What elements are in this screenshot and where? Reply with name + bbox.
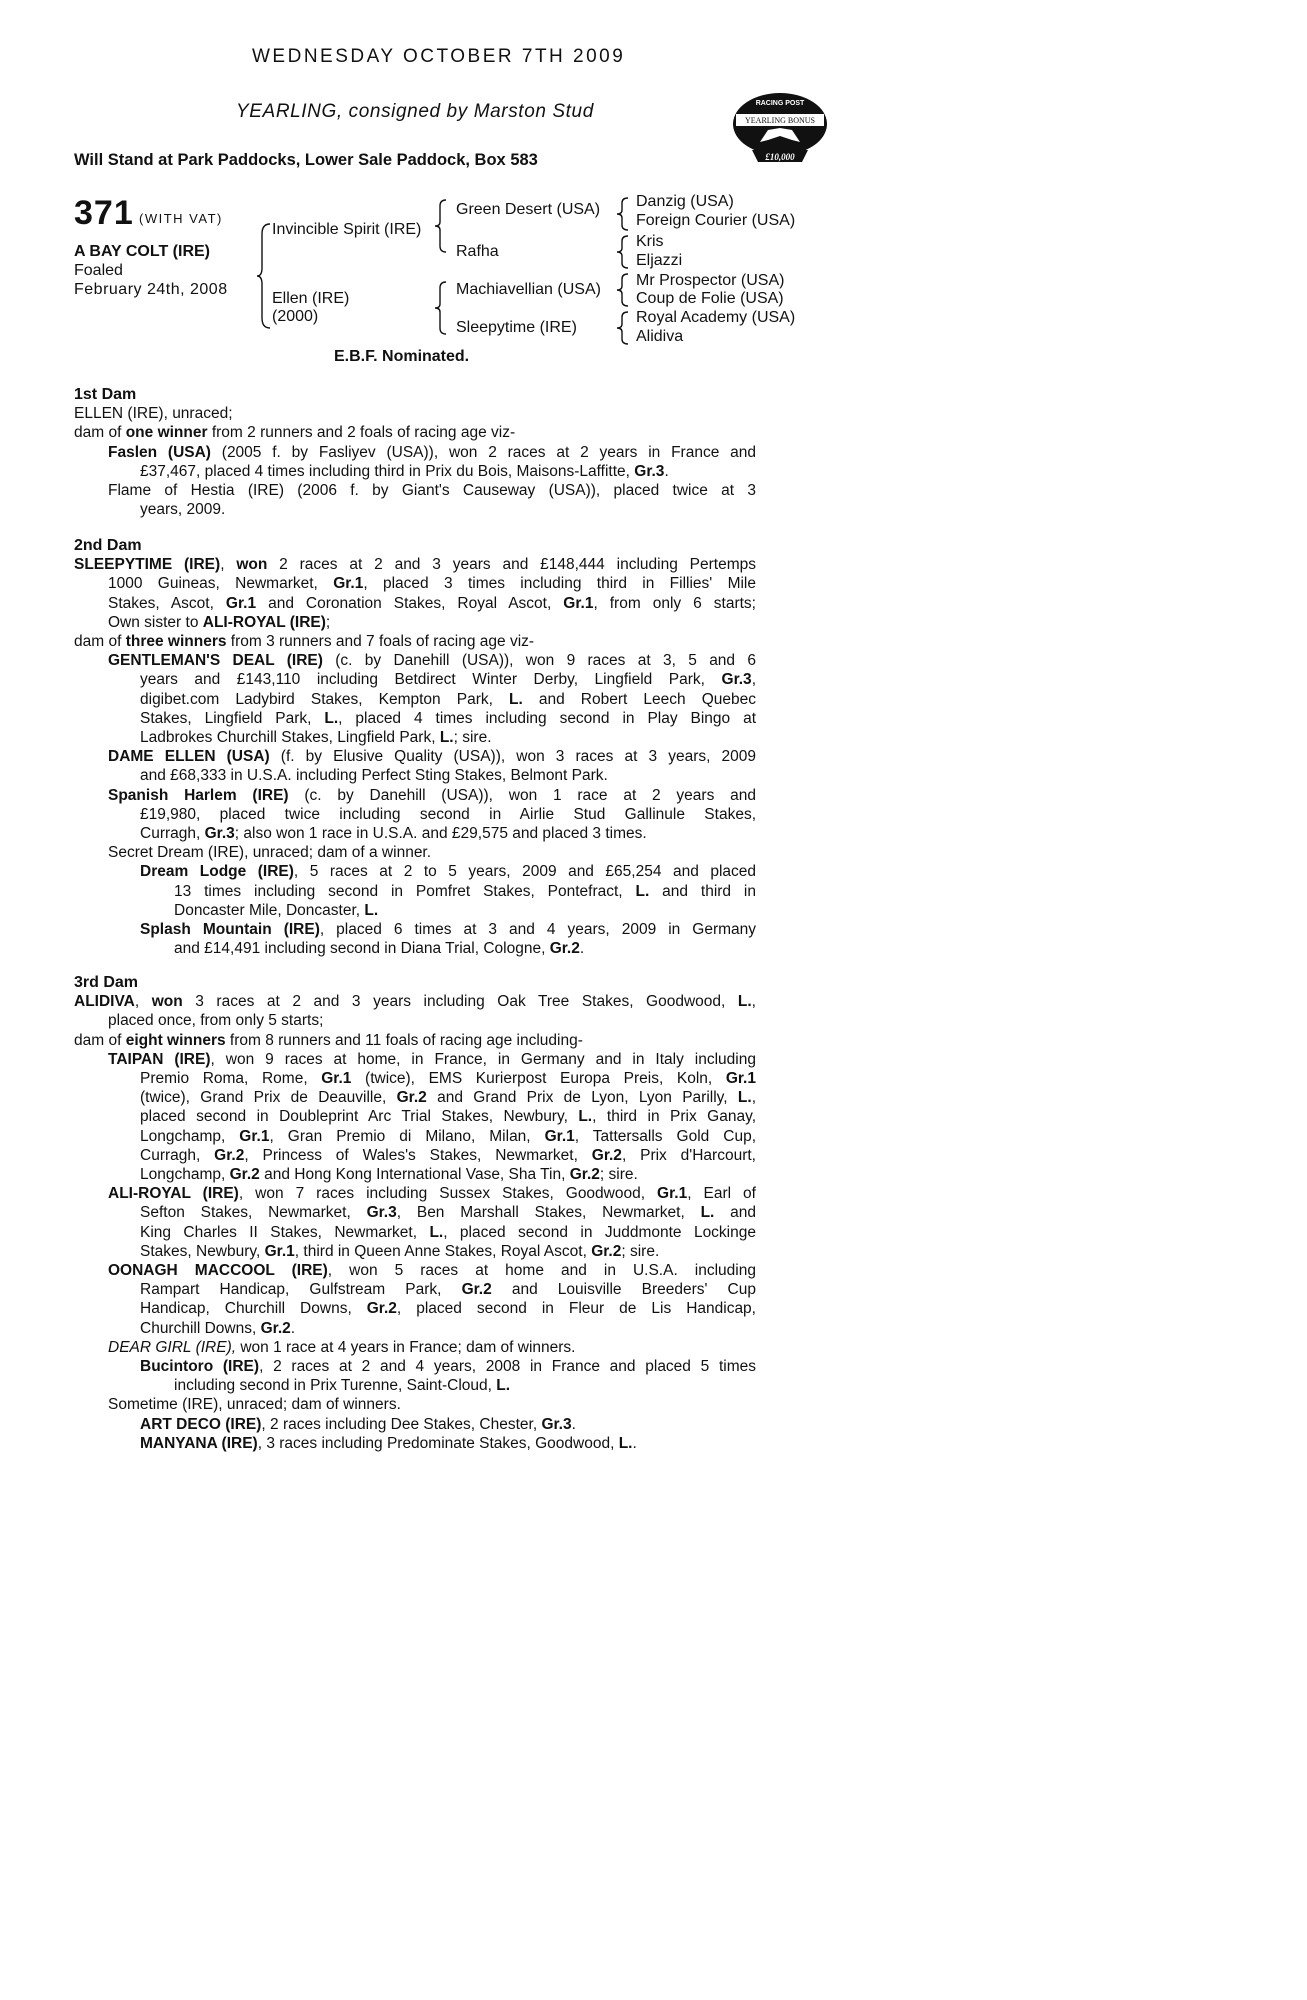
pedigree-sire-brace bbox=[434, 198, 448, 254]
pedigree-sss: Danzig (USA) bbox=[636, 193, 734, 210]
dam-produce-line: dam of three winners from 3 runners and 7 foals of racing age viz- bbox=[74, 633, 535, 651]
produce-entry-cont: Stakes, Newbury, Gr.1, third in Queen Anne Stakes, Royal Ascot, Gr.2; sire. bbox=[140, 1242, 660, 1260]
produce-entry-cont: Longchamp, Gr.1, Gran Premio di Milano, Milan, Gr.1, Tattersalls Gold Cup, bbox=[140, 1127, 757, 1145]
produce-entry: Secret Dream (IRE), unraced; dam of a winner. bbox=[108, 844, 432, 862]
pedigree-dam-dam: Sleepytime (IRE) bbox=[456, 319, 577, 336]
produce-entry-cont: Rampart Handicap, Gulfstream Park, Gr.2 and Louisville Breeders' Cup bbox=[140, 1281, 756, 1299]
produce-entry: Spanish Harlem (IRE) (c. by Danehill (USA)), won 1 race at 2 years and bbox=[108, 786, 756, 804]
dam-line: SLEEPYTIME (IRE), won 2 races at 2 and 3 years and £148,444 including Pertemps bbox=[74, 556, 756, 574]
produce-entry-cont: Longchamp, Gr.2 and Hong Kong International Vase, Sha Tin, Gr.2; sire. bbox=[140, 1166, 638, 1184]
produce-entry-cont: Sefton Stakes, Newmarket, Gr.3, Ben Marshall Stakes, Newmarket, L. and bbox=[140, 1204, 756, 1222]
pedigree-dsd: Coup de Folie (USA) bbox=[636, 290, 784, 307]
lot-vat: (WITH VAT) bbox=[139, 211, 223, 226]
pedigree-dds: Royal Academy (USA) bbox=[636, 309, 796, 326]
pedigree-brace-4 bbox=[616, 310, 630, 346]
produce-entry: Flame of Hestia (IRE) (2006 f. by Giant's Causeway (USA)), placed twice at 3 bbox=[108, 482, 756, 500]
consignment-line: YEARLING, consigned by Marston Stud bbox=[236, 101, 594, 122]
pedigree-dam-year: (2000) bbox=[272, 308, 319, 325]
stand-location: Will Stand at Park Paddocks, Lower Sale Paddock, Box 583 bbox=[74, 151, 538, 169]
pedigree-dam: Ellen (IRE) bbox=[272, 290, 350, 307]
section-title: 3rd Dam bbox=[74, 974, 139, 991]
produce-entry-cont: Curragh, Gr.2, Princess of Wales's Stakes, Newmarket, Gr.2, Prix d'Harcourt, bbox=[140, 1146, 756, 1164]
produce-entry: DAME ELLEN (USA) (f. by Elusive Quality (USA)), won 3 races at 3 years, 2009 bbox=[108, 748, 757, 766]
produce-entry-cont: years and £143,110 including Betdirect Winter Derby, Lingfield Park, Gr.3, bbox=[140, 671, 756, 689]
ebf-nominated: E.B.F. Nominated. bbox=[334, 348, 470, 365]
badge-top-text: RACING POST bbox=[755, 100, 805, 107]
lot-number: 371 bbox=[74, 194, 134, 232]
produce-entry-cont: Stakes, Lingfield Park, L., placed 4 times including second in Play Bingo at bbox=[140, 709, 757, 727]
produce-entry-cont: Premio Roma, Rome, Gr.1 (twice), EMS Kurierpost Europa Preis, Koln, Gr.1 bbox=[140, 1070, 756, 1088]
colt-name: A BAY COLT (IRE) bbox=[74, 243, 211, 260]
pedigree-ssd: Foreign Courier (USA) bbox=[636, 212, 796, 229]
produce-entry-cont: (twice), Grand Prix de Deauville, Gr.2 and Grand Prix de Lyon, Lyon Parilly, L., bbox=[140, 1089, 756, 1107]
badge-amount: £10,000 bbox=[765, 152, 795, 162]
produce-entry-cont: £19,980, placed twice including second in Airlie Stud Gallinule Stakes, bbox=[140, 805, 756, 823]
grand-produce-entry: MANYANA (IRE), 3 races including Predominate Stakes, Goodwood, L.. bbox=[140, 1434, 637, 1452]
produce-entry-cont: and £68,333 in U.S.A. including Perfect Sting Stakes, Belmont Park. bbox=[140, 767, 608, 785]
produce-entry-cont: Curragh, Gr.3; also won 1 race in U.S.A. and £29,575 and placed 3 times. bbox=[140, 825, 647, 843]
produce-entry-cont: placed second in Doubleprint Arc Trial Stakes, Newbury, L., third in Prix Ganay, bbox=[140, 1108, 756, 1126]
section-title: 1st Dam bbox=[74, 386, 137, 403]
grand-produce-entry: Dream Lodge (IRE), 5 races at 2 to 5 years, 2009 and £65,254 and placed bbox=[140, 863, 757, 881]
produce-entry-cont: Ladbrokes Churchill Stakes, Lingfield Park, L.; sire. bbox=[140, 729, 492, 747]
second-dam-section bbox=[74, 536, 756, 958]
dam-produce-line: dam of one winner from 2 runners and 2 foals of racing age viz- bbox=[74, 424, 516, 442]
produce-entry-cont: £37,467, placed 4 times including third in Prix du Bois, Maisons-Laffitte, Gr.3. bbox=[140, 462, 669, 480]
pedigree-brace-2 bbox=[616, 234, 630, 270]
produce-entry-cont: digibet.com Ladybird Stakes, Kempton Park, L. and Robert Leech Quebec bbox=[140, 690, 756, 708]
dam-line-cont: placed once, from only 5 starts; bbox=[108, 1012, 324, 1030]
produce-entry: ALI-ROYAL (IRE), won 7 races including Sussex Stakes, Goodwood, Gr.1, Earl of bbox=[108, 1185, 756, 1203]
pedigree-brace-1 bbox=[616, 196, 630, 232]
produce-entry: TAIPAN (IRE), won 9 races at home, in France, in Germany and in Italy including bbox=[108, 1050, 756, 1068]
dam-line-cont: 1000 Guineas, Newmarket, Gr.1, placed 3 times including third in Fillies' Mile bbox=[108, 575, 756, 593]
pedigree-brace-3 bbox=[616, 272, 630, 308]
pedigree-sire-sire: Green Desert (USA) bbox=[456, 201, 601, 218]
grand-produce-entry: ART DECO (IRE), 2 races including Dee Stakes, Chester, Gr.3. bbox=[140, 1415, 576, 1433]
produce-entry: GENTLEMAN'S DEAL (IRE) (c. by Danehill (USA)), won 9 races at 3, 5 and 6 bbox=[108, 652, 756, 670]
first-dam-section bbox=[74, 385, 756, 519]
produce-entry: Faslen (USA) (2005 f. by Fasliyev (USA)), won 2 races at 2 years in France and bbox=[108, 443, 756, 461]
pedigree-sire: Invincible Spirit (IRE) bbox=[272, 221, 422, 238]
pedigree-dam-sire: Machiavellian (USA) bbox=[456, 281, 601, 298]
sale-date: WEDNESDAY OCTOBER 7TH 2009 bbox=[252, 46, 626, 67]
produce-entry-cont: years, 2009. bbox=[140, 501, 226, 519]
dam-line-cont: Own sister to ALI-ROYAL (IRE); bbox=[108, 613, 331, 631]
produce-entry: Sometime (IRE), unraced; dam of winners. bbox=[108, 1396, 401, 1414]
badge-middle-text: YEARLING BONUS bbox=[745, 116, 815, 125]
pedigree-ddd: Alidiva bbox=[636, 328, 684, 345]
pedigree-dam-brace bbox=[434, 280, 448, 336]
pedigree-sdd: Eljazzi bbox=[636, 252, 683, 269]
foaled-label: Foaled bbox=[74, 262, 123, 279]
produce-entry-cont: King Charles II Stakes, Newmarket, L., placed second in Juddmonte Lockinge bbox=[140, 1223, 756, 1241]
produce-entry-cont: Churchill Downs, Gr.2. bbox=[140, 1319, 296, 1337]
produce-entry: DEAR GIRL (IRE), won 1 race at 4 years in France; dam of winners. bbox=[108, 1338, 576, 1356]
foaled-date: February 24th, 2008 bbox=[74, 281, 228, 298]
produce-entry-cont: Handicap, Churchill Downs, Gr.2, placed second in Fleur de Lis Handicap, bbox=[140, 1300, 756, 1318]
grand-produce-cont: and £14,491 including second in Diana Trial, Cologne, Gr.2. bbox=[174, 940, 585, 958]
grand-produce-cont: Doncaster Mile, Doncaster, L. bbox=[174, 901, 379, 919]
section-title: 2nd Dam bbox=[74, 537, 142, 554]
grand-produce-cont: 13 times including second in Pomfret Stakes, Pontefract, L. and third in bbox=[174, 882, 756, 900]
yearling-bonus-badge bbox=[730, 90, 830, 166]
dam-line: ELLEN (IRE), unraced; bbox=[74, 405, 233, 423]
pedigree-sds: Kris bbox=[636, 233, 664, 250]
third-dam-section bbox=[74, 973, 756, 1453]
pedigree-main-brace bbox=[256, 222, 272, 330]
grand-produce-entry: Splash Mountain (IRE), placed 6 times at 3 and 4 years, 2009 in Germany bbox=[140, 921, 757, 939]
produce-entry: OONAGH MACCOOL (IRE), won 5 races at home and in U.S.A. including bbox=[108, 1262, 756, 1280]
pedigree-sire-dam: Rafha bbox=[456, 243, 499, 260]
dam-line-cont: Stakes, Ascot, Gr.1 and Coronation Stakes, Royal Ascot, Gr.1, from only 6 starts; bbox=[108, 594, 756, 612]
grand-produce-cont: including second in Prix Turenne, Saint-Cloud, L. bbox=[174, 1377, 511, 1395]
pedigree-dss: Mr Prospector (USA) bbox=[636, 272, 785, 289]
dam-line: ALIDIVA, won 3 races at 2 and 3 years including Oak Tree Stakes, Goodwood, L., bbox=[74, 993, 756, 1011]
dam-produce-line: dam of eight winners from 8 runners and 11 foals of racing age including- bbox=[74, 1031, 583, 1049]
grand-produce-entry: Bucintoro (IRE), 2 races at 2 and 4 years, 2008 in France and placed 5 times bbox=[140, 1358, 756, 1376]
